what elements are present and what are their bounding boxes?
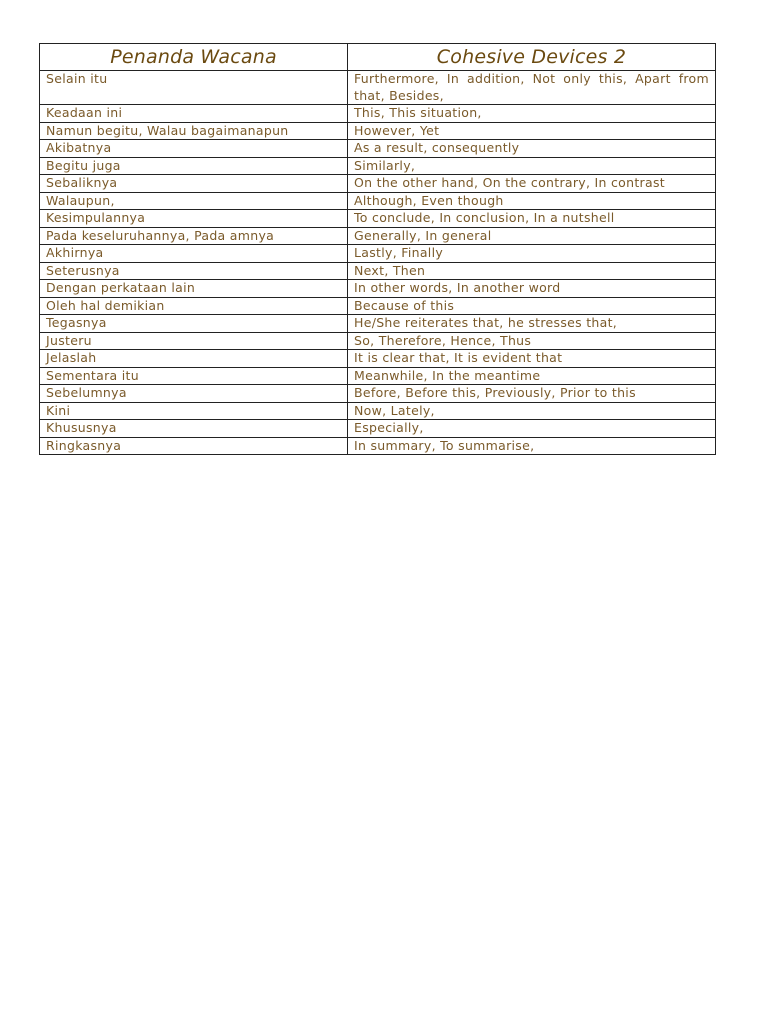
table-row <box>40 367 716 385</box>
header-cohesive-devices: Cohesive Devices 2 <box>348 44 716 71</box>
malay-term: Keadaan ini <box>40 105 348 123</box>
malay-term: Kini <box>40 402 348 420</box>
malay-term: Sebelumnya <box>40 385 348 403</box>
malay-term: Ringkasnya <box>40 437 348 455</box>
table-row <box>40 315 716 333</box>
malay-term: Dengan perkataan lain <box>40 280 348 298</box>
malay-term: Sementara itu <box>40 367 348 385</box>
table-row <box>40 245 716 263</box>
table-row <box>40 71 716 105</box>
english-equivalent: Lastly, Finally <box>348 245 716 263</box>
english-equivalent: In other words, In another word <box>348 280 716 298</box>
english-equivalent: Before, Before this, Previously, Prior to this <box>348 385 716 403</box>
english-equivalent: So, Therefore, Hence, Thus <box>348 332 716 350</box>
malay-term: Justeru <box>40 332 348 350</box>
english-equivalent: It is clear that, It is evident that <box>348 350 716 368</box>
table-row <box>40 227 716 245</box>
english-equivalent: Because of this <box>348 297 716 315</box>
malay-term: Tegasnya <box>40 315 348 333</box>
malay-term: Khususnya <box>40 420 348 438</box>
table-row <box>40 332 716 350</box>
table-row <box>40 350 716 368</box>
english-equivalent: Now, Lately, <box>348 402 716 420</box>
english-equivalent: To conclude, In conclusion, In a nutshell <box>348 210 716 228</box>
header-penanda-wacana: Penanda Wacana <box>40 44 348 71</box>
table-row <box>40 140 716 158</box>
malay-term: Akibatnya <box>40 140 348 158</box>
malay-term: Jelaslah <box>40 350 348 368</box>
english-equivalent: However, Yet <box>348 122 716 140</box>
english-equivalent: Although, Even though <box>348 192 716 210</box>
table-row <box>40 297 716 315</box>
table-row <box>40 262 716 280</box>
table-row <box>40 420 716 438</box>
malay-term: Akhirnya <box>40 245 348 263</box>
malay-term: Begitu juga <box>40 157 348 175</box>
malay-term: Seterusnya <box>40 262 348 280</box>
table-row <box>40 105 716 123</box>
table-row <box>40 175 716 193</box>
english-equivalent: On the other hand, On the contrary, In contrast <box>348 175 716 193</box>
english-equivalent: Especially, <box>348 420 716 438</box>
english-equivalent: Meanwhile, In the meantime <box>348 367 716 385</box>
malay-term: Walaupun, <box>40 192 348 210</box>
malay-term: Selain itu <box>40 71 348 105</box>
malay-term: Kesimpulannya <box>40 210 348 228</box>
malay-term: Namun begitu, Walau bagaimanapun <box>40 122 348 140</box>
english-equivalent: Generally, In general <box>348 227 716 245</box>
malay-term: Sebaliknya <box>40 175 348 193</box>
english-equivalent: In summary, To summarise, <box>348 437 716 455</box>
english-equivalent: Next, Then <box>348 262 716 280</box>
table-row <box>40 157 716 175</box>
english-equivalent: As a result, consequently <box>348 140 716 158</box>
english-equivalent: Similarly, <box>348 157 716 175</box>
table-row <box>40 385 716 403</box>
table-row <box>40 210 716 228</box>
malay-term: Oleh hal demikian <box>40 297 348 315</box>
table-row <box>40 402 716 420</box>
table-row <box>40 122 716 140</box>
cohesive-devices-table <box>39 43 716 455</box>
table-row <box>40 437 716 455</box>
table-row <box>40 192 716 210</box>
english-equivalent: He/She reiterates that, he stresses that, <box>348 315 716 333</box>
english-equivalent: Furthermore, In addition, Not only this, Apart from that, Besides, <box>348 71 716 105</box>
table-header-row <box>40 44 716 71</box>
english-equivalent: This, This situation, <box>348 105 716 123</box>
table-row <box>40 280 716 298</box>
malay-term: Pada keseluruhannya, Pada amnya <box>40 227 348 245</box>
